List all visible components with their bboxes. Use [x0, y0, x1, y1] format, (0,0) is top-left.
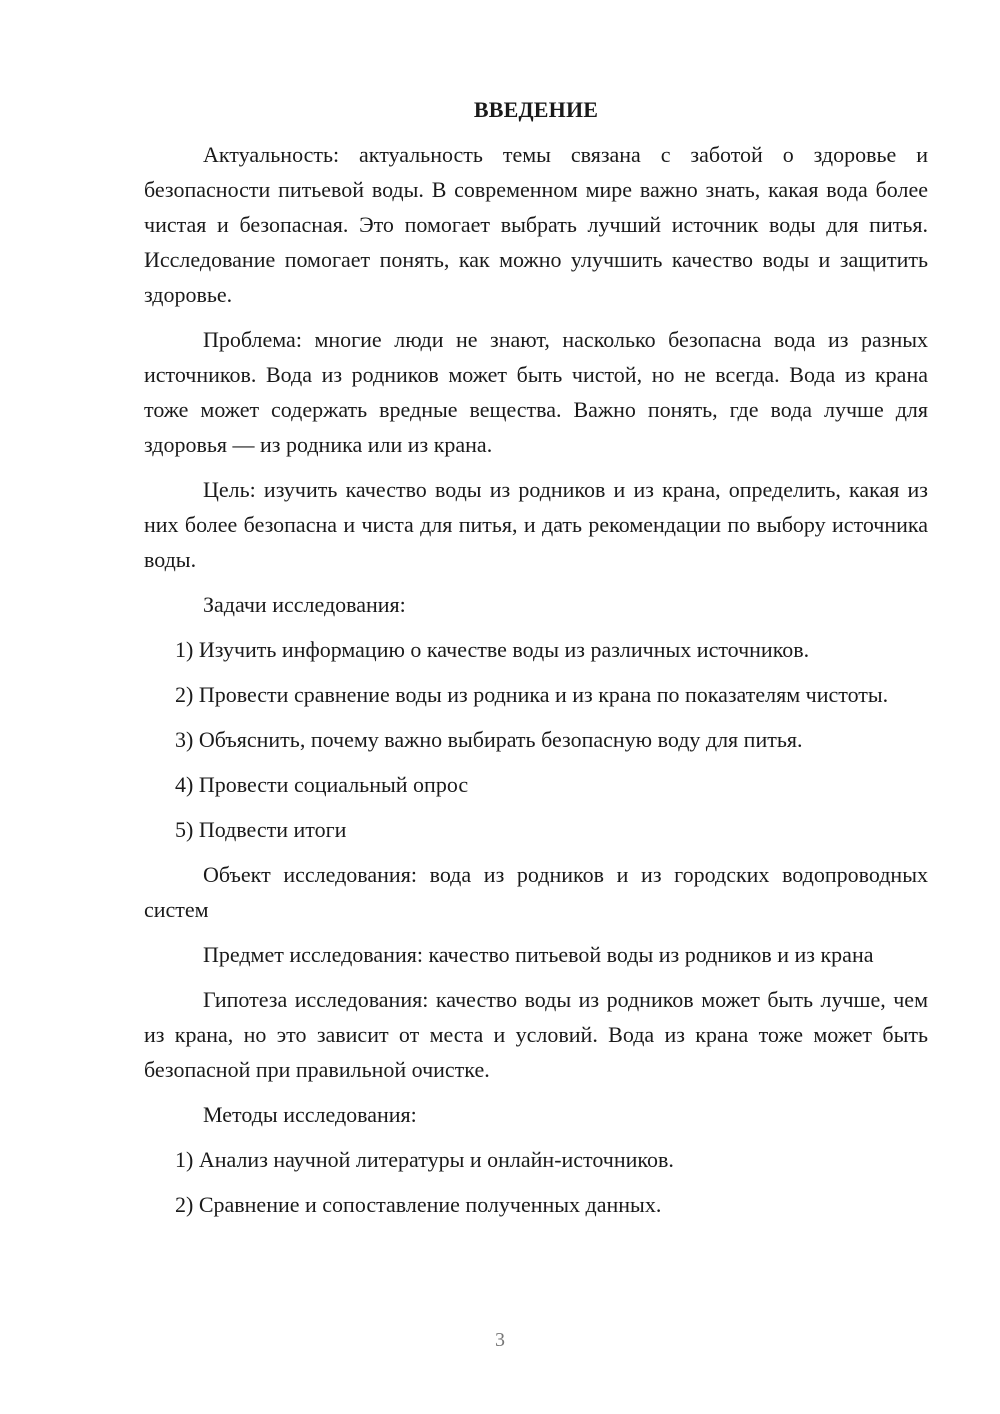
task-item: 1) Изучить информацию о качестве воды из различных источников. [175, 637, 810, 662]
object-paragraph: Объект исследования: вода из родников и из городских водопроводных систем [144, 862, 928, 922]
relevance-paragraph: Актуальность: актуальность темы связана с заботой о здоровье и безопасности питьевой воды. В современном мире важно знать, какая вода более чистая и безопасная. Это помогает выбрать лучший источник воды для питья. Исследование помогает понять, как можно улучшить качество воды и защитить здоровье. [144, 142, 928, 307]
goal-paragraph: Цель: изучить качество воды из родников и из крана, определить, какая из них более безопасна и чиста для питья, и дать рекомендации по выбору источника воды. [144, 477, 928, 572]
page-title: ВВЕДЕНИЕ [473, 97, 599, 122]
page-number: 3 [495, 1329, 505, 1351]
page-content [144, 92, 928, 1232]
task-item: 5) Подвести итоги [175, 817, 347, 842]
hypothesis-paragraph: Гипотеза исследования: качество воды из родников может быть лучше, чем из крана, но это зависит от места и условий. Вода из крана тоже может быть безопасной при правильной очистке. [144, 987, 928, 1082]
methods-label: Методы исследования: [203, 1102, 417, 1127]
problem-paragraph: Проблема: многие люди не знают, насколько безопасна вода из разных источников. Вода из родников может быть чистой, но не всегда. Вода из крана тоже может содержать вредные вещества. Важно понять, где вода лучше для здоровья — из родника или из крана. [144, 327, 928, 457]
subject-paragraph: Предмет исследования: качество питьевой воды из родников и из крана [203, 942, 874, 967]
task-item: 4) Провести социальный опрос [175, 772, 469, 797]
task-item: 3) Объяснить, почему важно выбирать безопасную воду для питья. [175, 727, 803, 752]
task-item: 2) Провести сравнение воды из родника и из крана по показателям чистоты. [175, 682, 889, 707]
tasks-label: Задачи исследования: [203, 592, 406, 617]
method-item: 2) Сравнение и сопоставление полученных данных. [175, 1192, 662, 1217]
method-item: 1) Анализ научной литературы и онлайн-источников. [175, 1147, 674, 1172]
